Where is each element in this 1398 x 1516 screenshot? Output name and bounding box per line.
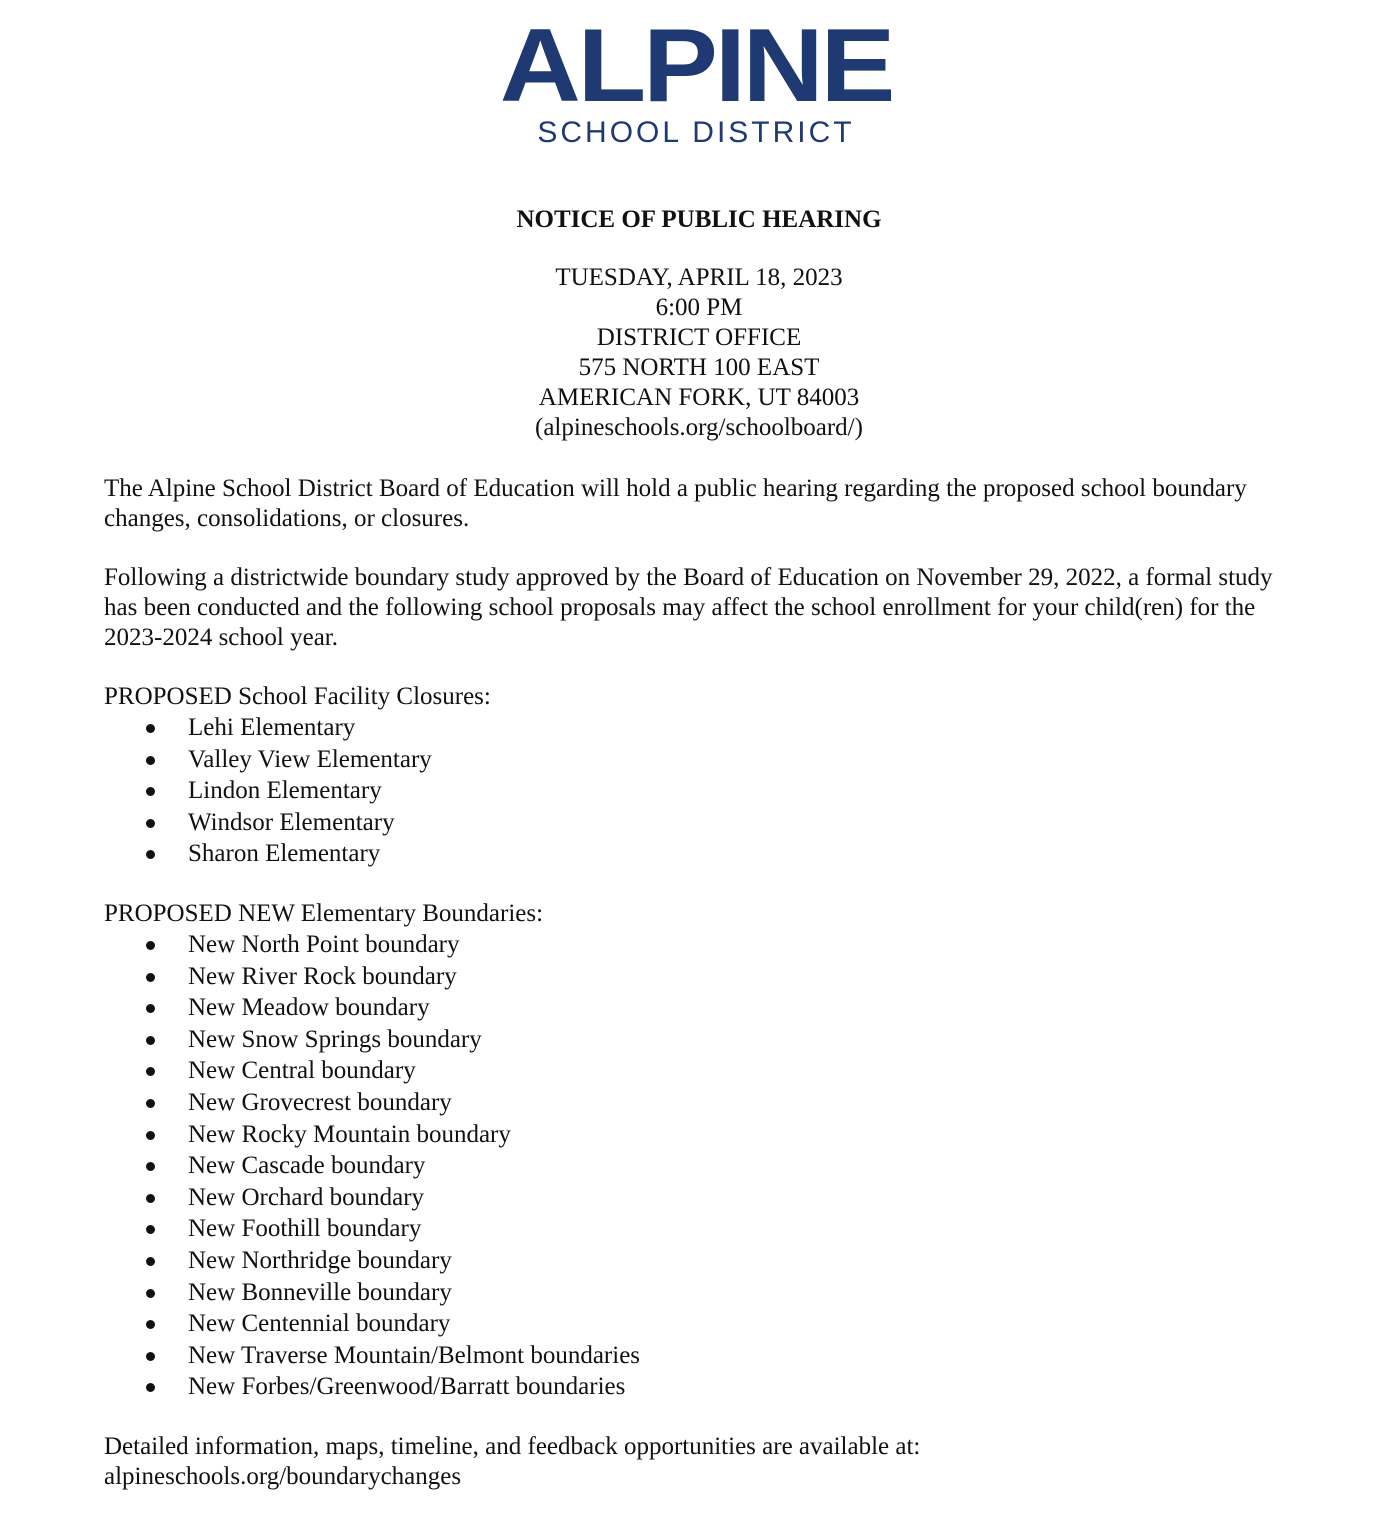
bullet-icon [146, 1162, 155, 1171]
bullet-icon [146, 1352, 155, 1361]
hearing-street: 575 NORTH 100 EAST [578, 354, 820, 381]
list-item-label: Windsor Elementary [188, 808, 395, 836]
list-item [104, 1182, 1304, 1214]
notice-header [0, 203, 1398, 443]
hearing-details [0, 263, 1398, 443]
logo-subtitle: SCHOOL DISTRICT [537, 116, 855, 149]
list-item-label: Lindon Elementary [188, 777, 382, 805]
list-item [104, 1340, 1304, 1372]
study-paragraph: Following a districtwide boundary study approved by the Board of Education on November 29, 2022, a formal study has been conducted and the following school proposals may affect the school enrollment for your child(ren) for the 2023-2024 school year. [104, 564, 1273, 651]
list-item [104, 961, 1304, 993]
list-item [104, 1119, 1304, 1151]
list-item [104, 775, 1304, 807]
footer-info-text: Detailed information, maps, timeline, and feedback opportunities are available at: [104, 1432, 921, 1460]
list-item-label: New Centennial boundary [188, 1310, 451, 1338]
hearing-place: DISTRICT OFFICE [596, 324, 802, 351]
list-item [104, 1087, 1304, 1119]
hearing-url: (alpineschools.org/schoolboard/) [535, 414, 863, 441]
bullet-icon [146, 1289, 155, 1298]
list-item-label: New Traverse Mountain/Belmont boundaries [188, 1341, 641, 1369]
intro-paragraph: The Alpine School District Board of Education will hold a public hearing regarding the proposed school boundary changes, consolidations, or closures. [104, 475, 1247, 532]
bullet-icon [146, 1036, 155, 1045]
list-item-label: New River Rock boundary [188, 962, 457, 990]
list-item [104, 807, 1304, 839]
list-item-label: New Northridge boundary [188, 1246, 452, 1274]
bullet-icon [146, 973, 155, 982]
logo-wordmark: ALPINE [499, 8, 893, 124]
list-item [104, 1150, 1304, 1182]
list-item [104, 1371, 1304, 1403]
list-item [104, 1245, 1304, 1277]
list-item [104, 1308, 1304, 1340]
list-item-label: New Central boundary [188, 1057, 416, 1085]
boundaries-list [104, 929, 1304, 1403]
hearing-city: AMERICAN FORK, UT 84003 [538, 384, 860, 411]
notice-body [104, 474, 1304, 1492]
hearing-time: 6:00 PM [655, 294, 743, 321]
list-item-label: Sharon Elementary [188, 840, 381, 868]
bullet-icon [146, 1257, 155, 1266]
boundaries-heading: PROPOSED NEW Elementary Boundaries: [104, 899, 544, 927]
bullet-icon [146, 1225, 155, 1234]
list-item-label: New Snow Springs boundary [188, 1025, 482, 1053]
list-item [104, 929, 1304, 961]
bullet-icon [146, 1194, 155, 1203]
bullet-icon [146, 724, 155, 733]
list-item [104, 744, 1304, 776]
bullet-icon [146, 1383, 155, 1392]
list-item-label: New Foothill boundary [188, 1215, 422, 1243]
list-item-label: New Bonneville boundary [188, 1278, 452, 1306]
notice-title: NOTICE OF PUBLIC HEARING [516, 206, 882, 233]
list-item [104, 712, 1304, 744]
list-item-label: New Meadow boundary [188, 994, 430, 1022]
bullet-icon [146, 1004, 155, 1013]
closures-heading: PROPOSED School Facility Closures: [104, 683, 491, 710]
bullet-icon [146, 1131, 155, 1140]
bullet-icon [146, 941, 155, 950]
list-item-label: New Cascade boundary [188, 1152, 426, 1180]
list-item-label: New Orchard boundary [188, 1183, 425, 1211]
hearing-date: TUESDAY, APRIL 18, 2023 [555, 264, 843, 291]
bullet-icon [146, 819, 155, 828]
list-item-label: Valley View Elementary [188, 745, 432, 773]
footer-link[interactable]: alpineschools.org/boundarychanges [104, 1462, 462, 1490]
footer-info [104, 1432, 1304, 1492]
bullet-icon [146, 756, 155, 765]
bullet-icon [146, 787, 155, 796]
list-item-label: New Forbes/Greenwood/Barratt boundaries [188, 1373, 626, 1401]
list-item [104, 992, 1304, 1024]
list-item-label: New Rocky Mountain boundary [188, 1120, 511, 1148]
list-item [104, 1055, 1304, 1087]
list-item [104, 838, 1304, 870]
list-item [104, 1277, 1304, 1309]
list-item-label: New North Point boundary [188, 930, 460, 958]
district-logo [486, 8, 906, 149]
list-item-label: Lehi Elementary [188, 714, 356, 741]
bullet-icon [146, 1099, 155, 1108]
list-item [104, 1213, 1304, 1245]
bullet-icon [146, 1320, 155, 1329]
bullet-icon [146, 1067, 155, 1076]
list-item-label: New Grovecrest boundary [188, 1088, 452, 1116]
closures-list [104, 712, 1304, 870]
list-item [104, 1024, 1304, 1056]
bullet-icon [146, 850, 155, 859]
